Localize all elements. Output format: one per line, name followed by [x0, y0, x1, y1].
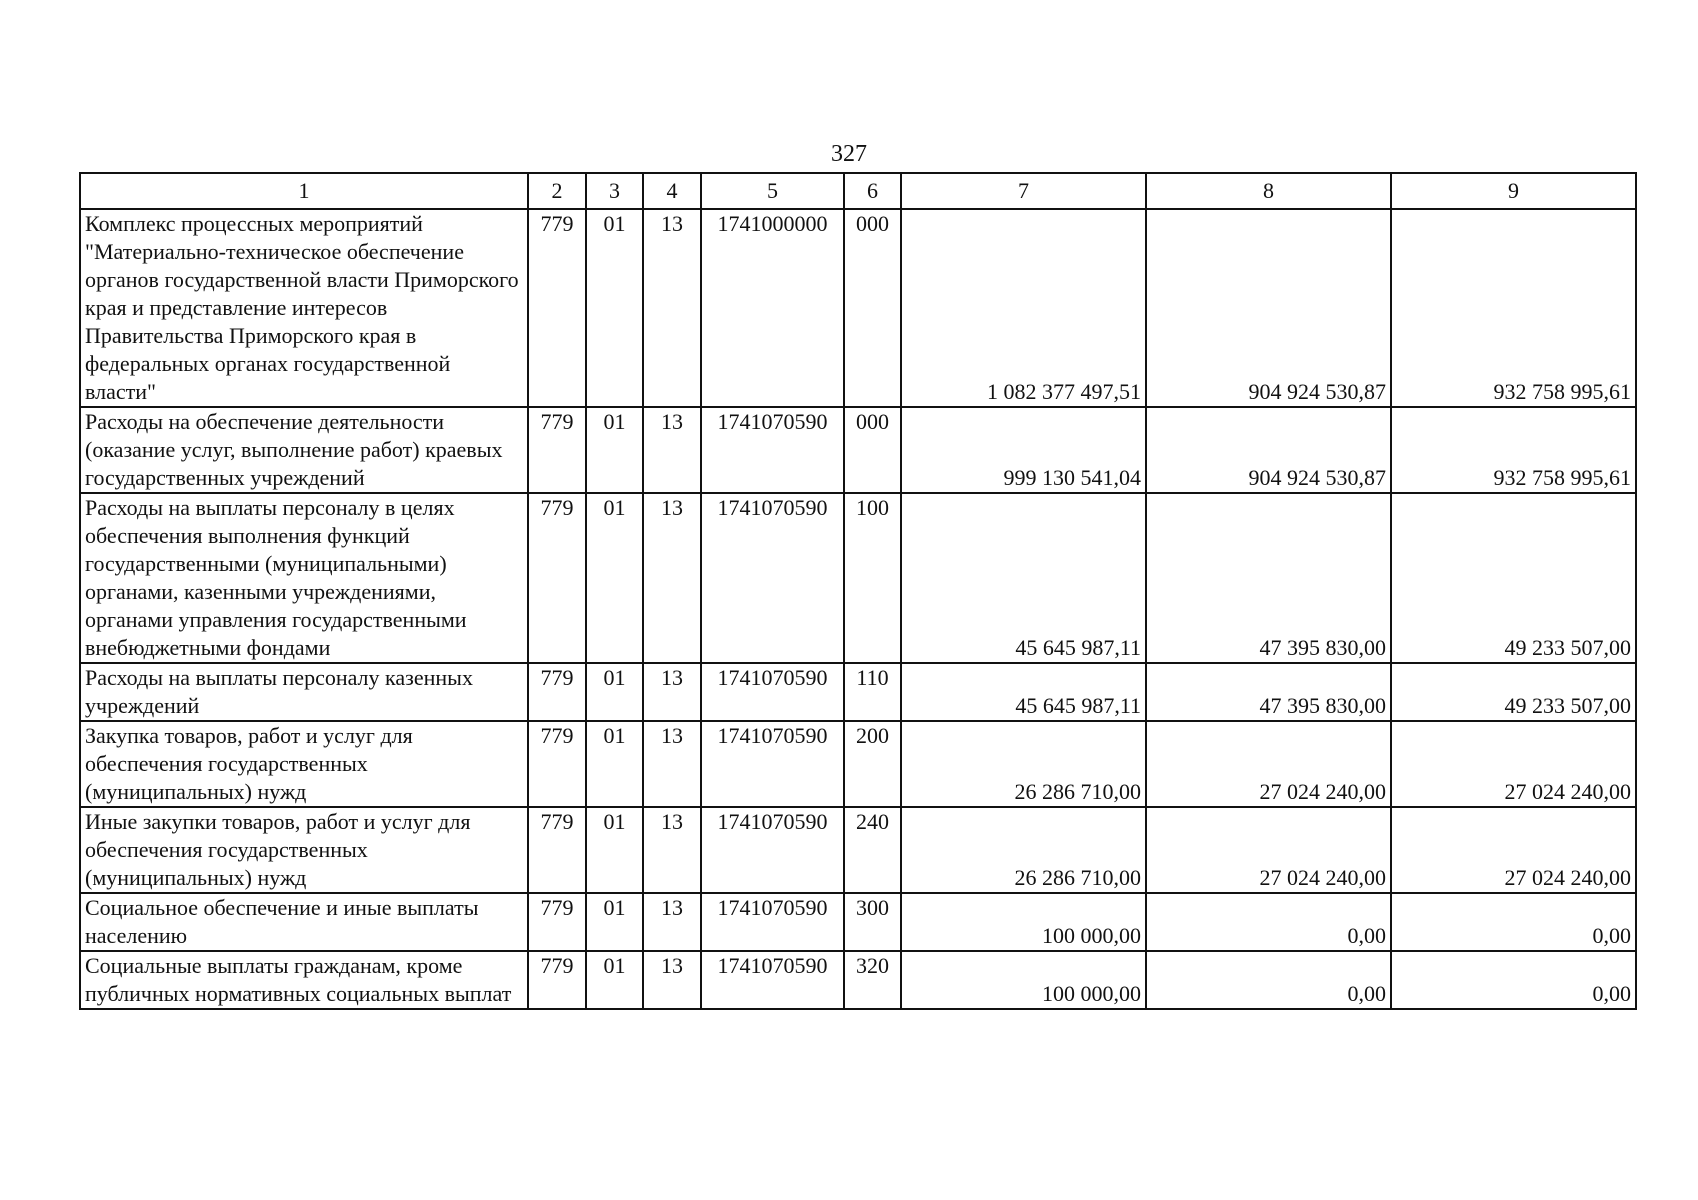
code-cell-3: 01 [586, 663, 643, 721]
row-name-cell: Социальное обеспечение и иные выплаты населению [80, 893, 528, 951]
code-cell-5: 1741070590 [701, 721, 844, 807]
code-cell-5: 1741070590 [701, 493, 844, 663]
amount-cell-8: 0,00 [1146, 893, 1391, 951]
code-cell-3: 01 [586, 407, 643, 493]
code-cell-5: 1741000000 [701, 209, 844, 407]
amount-cell-9: 27 024 240,00 [1391, 721, 1636, 807]
code-cell-2: 779 [528, 407, 586, 493]
code-cell-5: 1741070590 [701, 951, 844, 1009]
amount-cell-7: 26 286 710,00 [901, 721, 1146, 807]
code-cell-6: 320 [844, 951, 901, 1009]
header-cell: 4 [643, 173, 701, 209]
amount-cell-8: 47 395 830,00 [1146, 663, 1391, 721]
amount-cell-7: 45 645 987,11 [901, 663, 1146, 721]
code-cell-6: 000 [844, 209, 901, 407]
amount-cell-7: 26 286 710,00 [901, 807, 1146, 893]
header-cell: 5 [701, 173, 844, 209]
code-cell-6: 300 [844, 893, 901, 951]
code-cell-2: 779 [528, 493, 586, 663]
code-cell-2: 779 [528, 721, 586, 807]
amount-cell-9: 49 233 507,00 [1391, 663, 1636, 721]
table-row [80, 807, 1636, 893]
code-cell-4: 13 [643, 893, 701, 951]
header-cell: 7 [901, 173, 1146, 209]
amount-cell-8: 904 924 530,87 [1146, 407, 1391, 493]
code-cell-4: 13 [643, 493, 701, 663]
amount-cell-9: 0,00 [1391, 951, 1636, 1009]
code-cell-4: 13 [643, 721, 701, 807]
amount-cell-9: 932 758 995,61 [1391, 407, 1636, 493]
table-row [80, 893, 1636, 951]
amount-cell-9: 49 233 507,00 [1391, 493, 1636, 663]
code-cell-3: 01 [586, 493, 643, 663]
table-row [80, 493, 1636, 663]
code-cell-4: 13 [643, 407, 701, 493]
code-cell-6: 240 [844, 807, 901, 893]
amount-cell-7: 999 130 541,04 [901, 407, 1146, 493]
amount-cell-8: 27 024 240,00 [1146, 807, 1391, 893]
code-cell-2: 779 [528, 951, 586, 1009]
row-name-cell: Иные закупки товаров, работ и услуг для обеспечения государственных (муниципальных) нужд [80, 807, 528, 893]
row-name-cell: Закупка товаров, работ и услуг для обеспечения государственных (муниципальных) нужд [80, 721, 528, 807]
header-cell: 2 [528, 173, 586, 209]
code-cell-5: 1741070590 [701, 893, 844, 951]
header-cell: 1 [80, 173, 528, 209]
table-row [80, 663, 1636, 721]
header-row [80, 173, 1636, 209]
code-cell-6: 000 [844, 407, 901, 493]
row-name-cell: Расходы на выплаты персоналу казенных учреждений [80, 663, 528, 721]
amount-cell-8: 47 395 830,00 [1146, 493, 1391, 663]
header-cell: 9 [1391, 173, 1636, 209]
row-name-cell: Социальные выплаты гражданам, кроме публичных нормативных социальных выплат [80, 951, 528, 1009]
amount-cell-7: 1 082 377 497,51 [901, 209, 1146, 407]
amount-cell-8: 0,00 [1146, 951, 1391, 1009]
code-cell-4: 13 [643, 663, 701, 721]
row-name-cell: Расходы на выплаты персоналу в целях обеспечения выполнения функций государственными (муниципальными) органами, казенными учреждениями, органами управления государственными внебюджетными фондами [80, 493, 528, 663]
table-row [80, 209, 1636, 407]
amount-cell-8: 27 024 240,00 [1146, 721, 1391, 807]
code-cell-3: 01 [586, 807, 643, 893]
amount-cell-8: 904 924 530,87 [1146, 209, 1391, 407]
code-cell-3: 01 [586, 951, 643, 1009]
code-cell-5: 1741070590 [701, 407, 844, 493]
header-cell: 6 [844, 173, 901, 209]
page-number: 327 [831, 141, 867, 167]
row-name-cell: Расходы на обеспечение деятельности (оказание услуг, выполнение работ) краевых государственных учреждений [80, 407, 528, 493]
code-cell-2: 779 [528, 663, 586, 721]
header-cell: 8 [1146, 173, 1391, 209]
header-cell: 3 [586, 173, 643, 209]
budget-table [79, 172, 1637, 1010]
code-cell-2: 779 [528, 893, 586, 951]
code-cell-5: 1741070590 [701, 663, 844, 721]
amount-cell-9: 932 758 995,61 [1391, 209, 1636, 407]
table-row [80, 721, 1636, 807]
row-name-cell: Комплекс процессных мероприятий "Материально-техническое обеспечение органов государственной власти Приморского края и представление интересов Правительства Приморского края в федеральных органах государственной власти" [80, 209, 528, 407]
amount-cell-9: 0,00 [1391, 893, 1636, 951]
code-cell-4: 13 [643, 807, 701, 893]
code-cell-4: 13 [643, 951, 701, 1009]
code-cell-6: 110 [844, 663, 901, 721]
table-row [80, 951, 1636, 1009]
code-cell-2: 779 [528, 209, 586, 407]
amount-cell-7: 100 000,00 [901, 951, 1146, 1009]
code-cell-3: 01 [586, 209, 643, 407]
code-cell-3: 01 [586, 721, 643, 807]
amount-cell-7: 45 645 987,11 [901, 493, 1146, 663]
table-row [80, 407, 1636, 493]
code-cell-5: 1741070590 [701, 807, 844, 893]
amount-cell-7: 100 000,00 [901, 893, 1146, 951]
amount-cell-9: 27 024 240,00 [1391, 807, 1636, 893]
table-body [80, 209, 1636, 1009]
code-cell-2: 779 [528, 807, 586, 893]
code-cell-4: 13 [643, 209, 701, 407]
code-cell-3: 01 [586, 893, 643, 951]
code-cell-6: 200 [844, 721, 901, 807]
code-cell-6: 100 [844, 493, 901, 663]
